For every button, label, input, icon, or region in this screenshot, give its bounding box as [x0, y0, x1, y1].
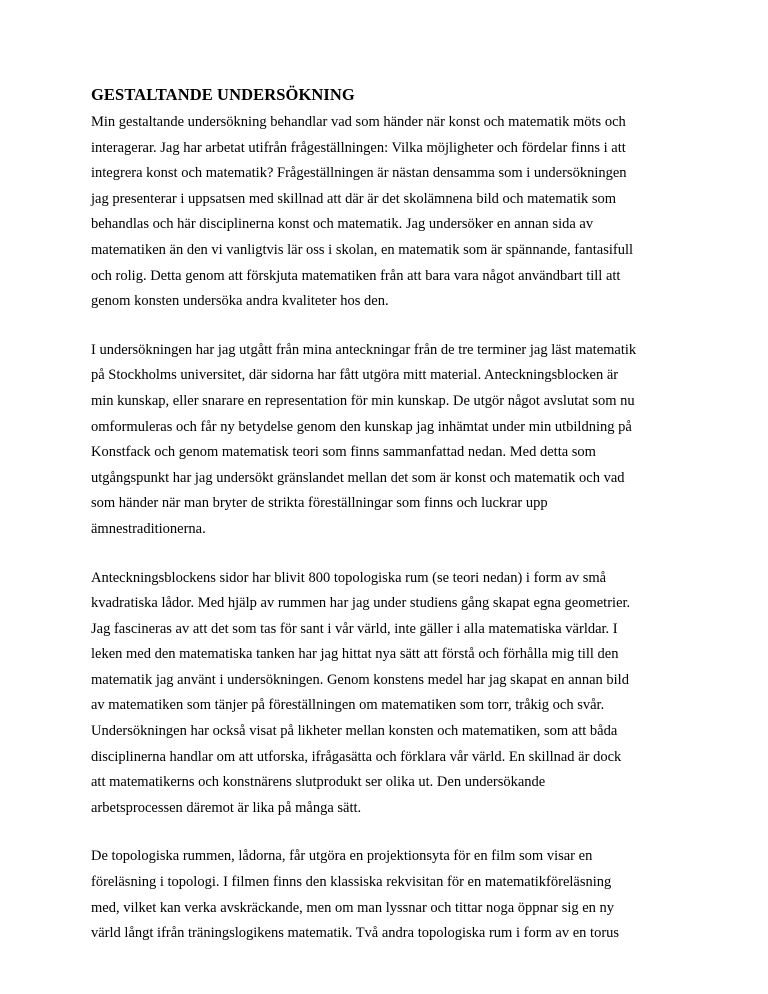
text-line: Anteckningsblockens sidor har blivit 800 topologiska rum (se teori nedan) i form av små — [91, 569, 607, 586]
text-line: kvadratiska lådor. Med hjälp av rummen har jag under studiens gång skapat egna geometrier. — [91, 595, 631, 612]
text-line: och rolig. Detta genom att förskjuta matematiken från att bara vara något användbart till att — [91, 267, 621, 284]
text-line: med, vilket kan verka avskräckande, men om man lyssnar och tittar noga öppnar sig en ny — [91, 899, 615, 916]
text-line: min kunskap, eller snarare en representation för min kunskap. De utgör något avslutat som nu — [91, 392, 635, 409]
document-page — [91, 84, 691, 970]
text-line: Undersökningen har också visat på likheter mellan konsten och matematiken, som att båda — [91, 723, 618, 740]
text-line: utgångspunkt har jag undersökt gränslandet mellan det som är konst och matematik och vad — [91, 469, 625, 486]
text-line: föreläsning i topologi. I filmen finns den klassiska rekvisitan för en matematikföreläsning — [91, 874, 612, 891]
paragraph-3 — [91, 566, 691, 822]
text-line: ämnestraditionerna. — [91, 520, 206, 537]
text-line: värld långt ifrån träningslogikens matematik. Två andra topologiska rum i form av en torus — [91, 925, 620, 942]
text-line: De topologiska rummen, lådorna, får utgöra en projektionsyta för en film som visar en — [91, 848, 593, 865]
text-line: att matematikerns och konstnärens slutprodukt ser olika ut. Den undersökande — [91, 774, 546, 791]
text-line: omformuleras och får ny betydelse genom den kunskap jag inhämtat under min utbildning på — [91, 418, 632, 435]
text-line: leken med den matematiska tanken har jag hittat nya sätt att förstå och förhålla mig till den — [91, 646, 619, 663]
text-line: behandlas och här disciplinerna konst och matematik. Jag undersöker en annan sida av — [91, 216, 594, 233]
text-line: Min gestaltande undersökning behandlar vad som händer när konst och matematik möts och — [91, 114, 626, 130]
paragraph-4 — [91, 844, 691, 946]
document-heading: GESTALTANDE UNDERSÖKNING — [91, 85, 355, 104]
text-line: arbetsprocessen däremot är lika på många sätt. — [91, 799, 362, 816]
text-line: av matematiken som tänjer på föreställningen om matematiken som torr, tråkig och svår. — [91, 697, 605, 714]
paragraph-2 — [91, 338, 691, 543]
text-line: Konstfack och genom matematisk teori som finns sammanfattad nedan. Med detta som — [91, 444, 596, 461]
text-line: disciplinerna handlar om att utforska, ifrågasätta och förklara vår värld. En skillnad är dock — [91, 748, 622, 765]
paragraph-1 — [91, 110, 691, 315]
text-line: på Stockholms universitet, där sidorna har fått utgöra mitt material. Anteckningsblocken är — [91, 367, 619, 384]
text-line: Jag fascineras av att det som tas för sant i vår värld, inte gäller i alla matematiska världar. I — [91, 620, 618, 637]
text-line: integrera konst och matematik? Frågeställningen är nästan densamma som i undersökningen — [91, 165, 627, 182]
text-line: I undersökningen har jag utgått från mina anteckningar från de tre terminer jag läst matematik — [91, 341, 637, 358]
text-line: matematiken än den vi vanligtvis lär oss i skolan, en matematik som är spännande, fantasifull — [91, 241, 634, 258]
text-line: som händer när man bryter de strikta föreställningar som finns och luckrar upp — [91, 495, 548, 512]
text-line: interagerar. Jag har arbetat utifrån frågeställningen: Vilka möjligheter och fördelar finns i att — [91, 139, 626, 156]
text-line: genom konsten undersöka andra kvaliteter hos den. — [91, 293, 389, 310]
text-line: matematik jag använt i undersökningen. Genom konstens medel har jag skapat en annan bild — [91, 671, 629, 688]
text-line: jag presenterar i uppsatsen med skillnad att där är det skolämnena bild och matematik som — [91, 190, 617, 207]
